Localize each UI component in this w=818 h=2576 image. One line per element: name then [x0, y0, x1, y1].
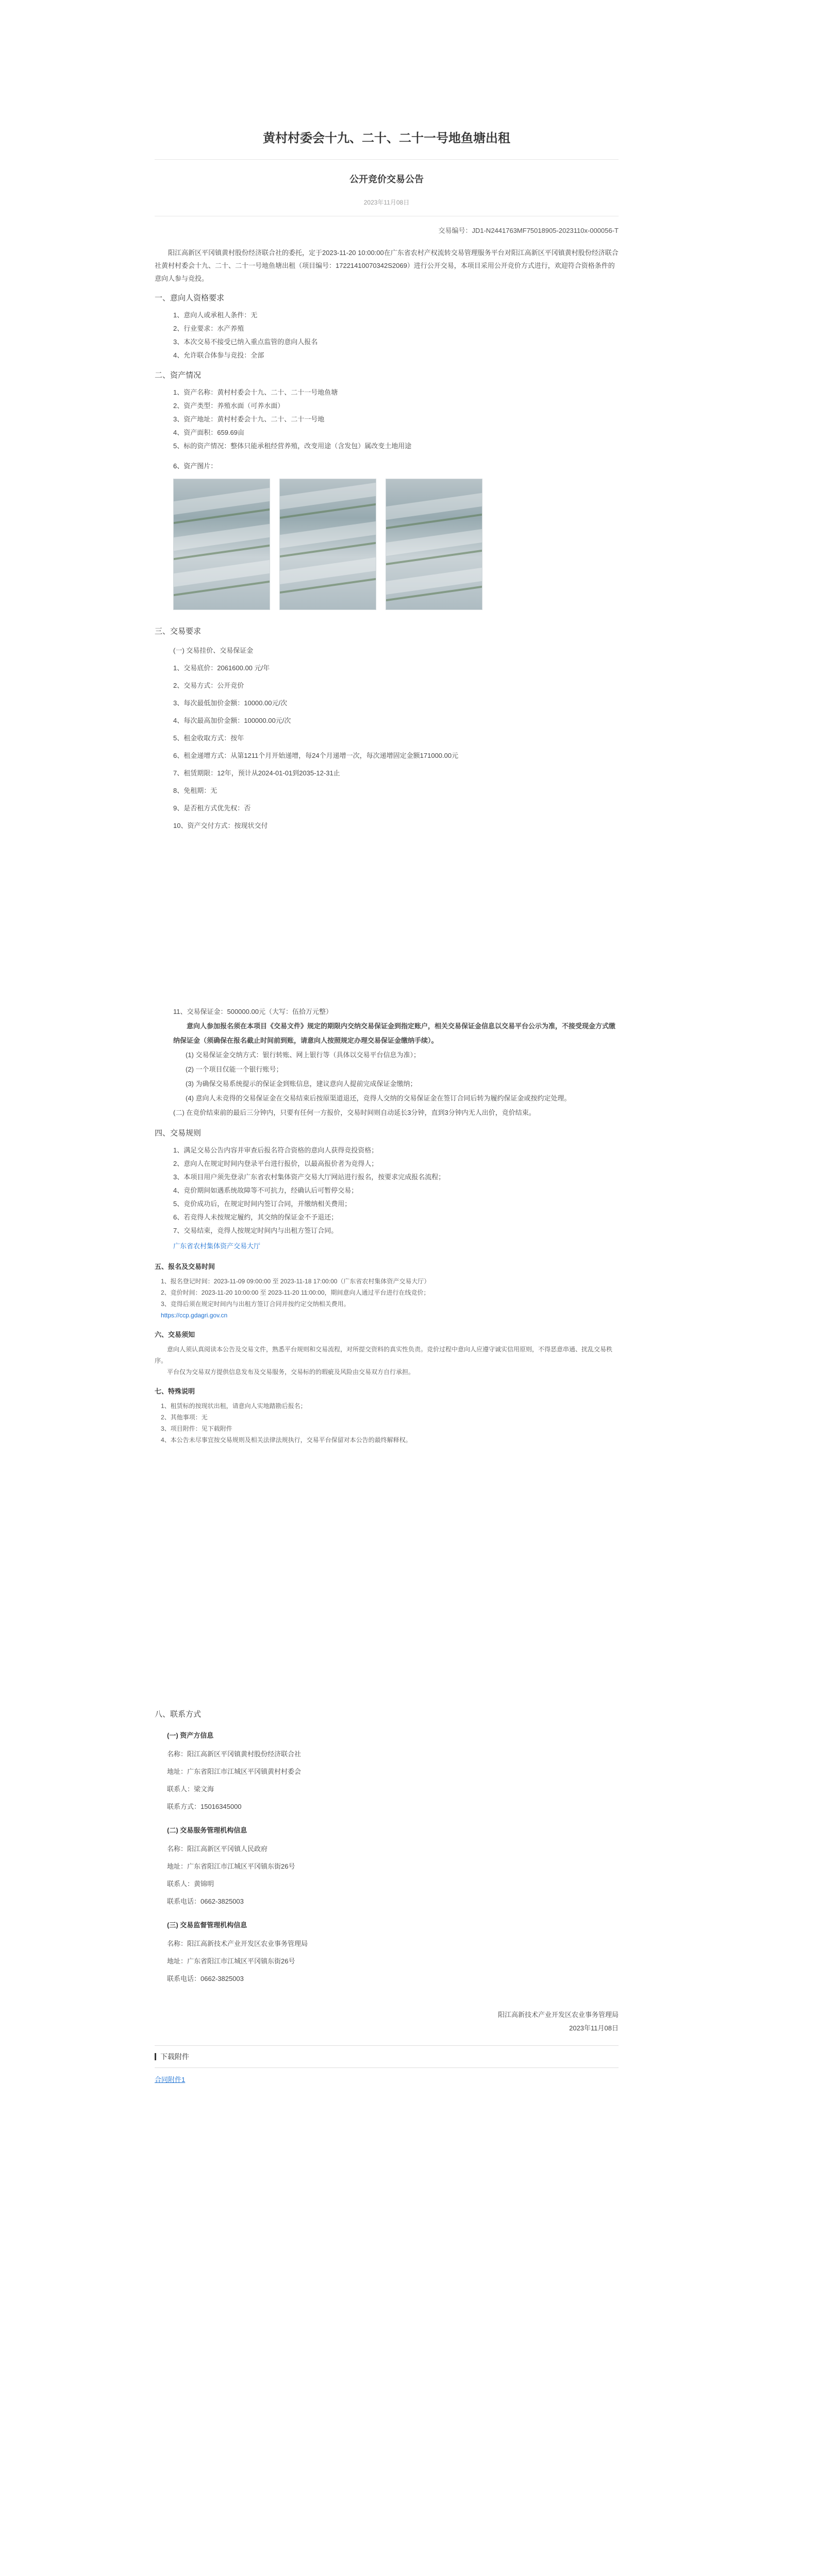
- list-item: 3、竞得后须在规定时间内与出租方签订合同并按约定交纳相关费用。: [161, 1300, 350, 1308]
- section-heading: 三、交易要求: [155, 627, 202, 636]
- section-qualifications: [155, 292, 619, 362]
- list-item: 4、资产面积：659.69亩: [173, 429, 244, 436]
- list-item: (3) 为确保交易系统提示的保证金到账信息，建议意向人提前完成保证金缴纳；: [186, 1080, 417, 1088]
- org-address: 地址：广东省阳江市江城区平冈镇东街26号: [167, 1957, 295, 1965]
- list-item: (4) 意向人未竞得的交易保证金在交易结束后按原渠道退还，竞得人交纳的交易保证金在签订合同后转为履约保证金或按约定处理。: [186, 1094, 571, 1102]
- section-special: [155, 1386, 619, 1446]
- org-address: 地址：广东省阳江市江城区平冈镇东街26号: [167, 1862, 295, 1870]
- requirement-list: [155, 642, 619, 835]
- title-divider: [155, 159, 619, 160]
- list-item: 2、行业要求：水产养殖: [173, 325, 244, 332]
- list-item: 4、本公告未尽事宜按交易规则及相关法律法规执行，交易平台保留对本公告的最终解释权。: [161, 1436, 412, 1444]
- list-item: 2、交易方式：公开竞价: [173, 682, 244, 689]
- deposit-paragraph: 意向人参加报名须在本项目《交易文件》规定的期限内交纳交易保证金到指定账户，相关交易保证金信息以交易平台公示为准，不接受现金方式缴纳保证金（须确保在报名截止时间前到账，请意向人按照规定办理交易保证金缴纳手续）。: [173, 1022, 616, 1044]
- attachment-download-link[interactable]: 合同附件1: [155, 2076, 186, 2083]
- download-divider: [155, 2045, 619, 2046]
- announcement-subtitle: 公开竞价交易公告: [349, 174, 424, 184]
- list-item: 3、本次交易不接受已纳入重点监管的意向人报名: [173, 338, 318, 346]
- section-heading: 八、联系方式: [155, 1710, 202, 1719]
- deposit-line: 11、交易保证金：500000.00元（大写：伍拾万元整）: [173, 1008, 332, 1015]
- signature-date: 2023年11月08日: [569, 2024, 619, 2032]
- list-item: 8、免租期：无: [173, 787, 218, 794]
- list-item: 9、是否租方式优先权：否: [173, 804, 251, 812]
- section-heading: 二、资产情况: [155, 371, 202, 380]
- asset-photo[interactable]: [173, 479, 270, 610]
- intro-paragraph: 阳江高新区平冈镇黄村股份经济联合社的委托，定于2023-11-20 10:00:00在广东省农村产权流转交易管理服务平台对阳江高新区平冈镇黄村股份经济联合社黄村村委会十九、二十、二十一号地鱼塘出租（项目编号：17221410070342S2069）进行公开交易，本项目采用公开竞价方式进行，欢迎符合资格条件的意向人参与竞投。: [155, 249, 619, 282]
- org-heading: (二) 交易服务管理机构信息: [167, 1826, 247, 1834]
- org-name: 名称：阳江高新区平冈镇黄村股份经济联合社: [167, 1750, 302, 1758]
- section-asset-info: [155, 369, 619, 610]
- section-trade-rules: [155, 1127, 619, 1253]
- list-item: 5、标的资产情况：整体只能承租经营养殖，改变用途（含发包）属改变土地用途: [173, 442, 412, 450]
- list-item: 6、若竞得人未按规定履约，其交纳的保证金不予退还；: [173, 1213, 338, 1221]
- platform-url-link[interactable]: https://ccp.gdagri.gov.cn: [161, 1312, 228, 1319]
- contact-person: 联系人：梁文海: [167, 1785, 214, 1793]
- list-item: 4、每次最高加价金额：100000.00元/次: [173, 717, 291, 724]
- section-heading: 四、交易规则: [155, 1129, 202, 1138]
- contact-phone: 联系电话：0662-3825003: [167, 1975, 244, 1982]
- list-item: 1、满足交易公告内容并审查后报名符合资格的意向人获得竞投资格；: [173, 1146, 378, 1154]
- list-item: 3、资产地址：黄村村委会十九、二十、二十一号地: [173, 415, 325, 423]
- list-item: 5、竞价成功后，在规定时间内签订合同，并缴纳相关费用；: [173, 1200, 352, 1208]
- org-name: 名称：阳江高新技术产业开发区农业事务管理局: [167, 1940, 308, 1947]
- list-item: (1) 交易保证金交纳方式：银行转账、网上银行等（具体以交易平台信息为准）；: [186, 1051, 421, 1059]
- section-contacts: [155, 1708, 619, 2035]
- list-item: 1、租赁标的按现状出租，请意向人实地踏勘后报名；: [161, 1402, 307, 1410]
- list-item: 3、本项目用户须先登录广东省农村集体资产交易大厅网站进行报名，按要求完成报名流程；: [173, 1173, 445, 1181]
- download-section-heading: [155, 2051, 619, 2062]
- org-address: 地址：广东省阳江市江城区平冈镇黄村村委会: [167, 1768, 302, 1775]
- list-item: 1、报名登记时间：2023-11-09 09:00:00 至 2023-11-18 17:00:00（广东省农村集体资产交易大厅）: [161, 1278, 430, 1285]
- announcement-content: [155, 0, 619, 2084]
- list-item: 1、交易底价：2061600.00 元/年: [173, 664, 270, 672]
- bidding-extension-rule: (二) 在竞价结束前的最后三分钟内，只要有任何一方报价，交易时间则自动延长3分钟，直到3分钟内无人出价，竞价结束。: [173, 1109, 536, 1116]
- list-item: 2、其他事项：无: [161, 1414, 208, 1421]
- publish-date: 2023年11月08日: [363, 199, 410, 206]
- list-item: 4、允许联合体参与竞投：全部: [173, 351, 264, 359]
- org-name: 名称：阳江高新区平冈镇人民政府: [167, 1845, 268, 1853]
- download-divider: [155, 2067, 619, 2068]
- blank-space: [155, 835, 619, 1005]
- contact-phone: 联系电话：0662-3825003: [167, 1897, 244, 1905]
- list-item: 2、资产类型：养殖水面（可养水面）: [173, 402, 285, 410]
- notes-paragraph: 意向人须认真阅读本公告及交易文件，熟悉平台规则和交易流程，对所提交资料的真实性负责。竞价过程中意向人应遵守诚实信用原则，不得恶意串通、扰乱交易秩序。: [155, 1346, 613, 1364]
- list-item: (2) 一个项目仅能一个银行账号；: [186, 1065, 283, 1073]
- transaction-code: 交易编号：JD1-N2441763MF75018905-2023110x-000056-T: [438, 227, 619, 234]
- signature-org: 阳江高新技术产业开发区农业事务管理局: [497, 2011, 619, 2019]
- section-heading: 五、报名及交易时间: [155, 1263, 215, 1270]
- section-notes: [155, 1329, 619, 1378]
- list-item: 7、租赁期限：12年，预计从2024-01-01到2035-12-31止: [173, 769, 340, 777]
- contact-phone: 联系方式：15016345000: [167, 1803, 242, 1810]
- section-trade-requirements: [155, 625, 619, 835]
- download-heading-label: 下载附件: [160, 2053, 189, 2061]
- asset-photo[interactable]: [386, 479, 482, 610]
- contact-person: 联系人：黄锦明: [167, 1880, 214, 1888]
- blank-space: [155, 1446, 619, 1693]
- list-item: 4、竞价期间如遇系统故障等不可抗力，经确认后可暂停交易；: [173, 1187, 358, 1194]
- heading-bar-icon: [155, 2053, 156, 2060]
- org-heading: (三) 交易监督管理机构信息: [167, 1921, 247, 1929]
- asset-photo[interactable]: [279, 479, 376, 610]
- list-item: (一) 交易挂价、交易保证金: [173, 647, 254, 654]
- section-heading: 六、交易须知: [155, 1331, 195, 1338]
- rules-list: [155, 1144, 619, 1238]
- section-heading: 一、意向人资格要求: [155, 294, 225, 302]
- portal-link-row: [155, 1240, 619, 1253]
- section-heading: 七、特殊说明: [155, 1387, 195, 1395]
- section-deposit: [173, 1005, 619, 1120]
- list-item: 1、资产名称：黄村村委会十九、二十、二十一号地鱼塘: [173, 388, 338, 396]
- notes-paragraph: 平台仅为交易双方提供信息发布及交易服务，交易标的的瑕疵及风险由交易双方自行承担。: [167, 1368, 415, 1376]
- list-item: 10、资产交付方式：按现状交付: [173, 822, 268, 829]
- section-registration: [155, 1261, 619, 1321]
- asset-list: [155, 386, 619, 453]
- list-item: 3、项目附件：见下载附件: [161, 1425, 232, 1432]
- asset-images: [173, 479, 619, 610]
- list-item: 3、每次最低加价金额：10000.00元/次: [173, 699, 288, 707]
- list-item: 6、租金递增方式：从第1211个月开始递增，每24个月递增一次，每次递增固定金额171000.00元: [173, 752, 459, 759]
- list-item: 1、意向人或承租人条件：无: [173, 311, 258, 319]
- qualification-list: [155, 309, 619, 362]
- list-item: 7、交易结束，竞得人按规定时间内与出租方签订合同。: [173, 1227, 338, 1234]
- trading-portal-link[interactable]: 广东省农村集体资产交易大厅: [173, 1242, 261, 1250]
- announcement-title: 黄村村委会十九、二十、二十一号地鱼塘出租: [263, 131, 510, 145]
- list-item: 2、竞价时间：2023-11-20 10:00:00 至 2023-11-20 11:00:00，期间意向人通过平台进行在线竞价；: [161, 1289, 430, 1296]
- asset-images-label: 6、资产图片：: [173, 462, 218, 470]
- list-item: 5、租金收取方式：按年: [173, 734, 244, 742]
- org-heading: (一) 资产方信息: [167, 1732, 214, 1739]
- list-item: 2、意向人在规定时间内登录平台进行报价，以最高报价者为竞得人；: [173, 1160, 378, 1167]
- announcement-header: [155, 0, 619, 216]
